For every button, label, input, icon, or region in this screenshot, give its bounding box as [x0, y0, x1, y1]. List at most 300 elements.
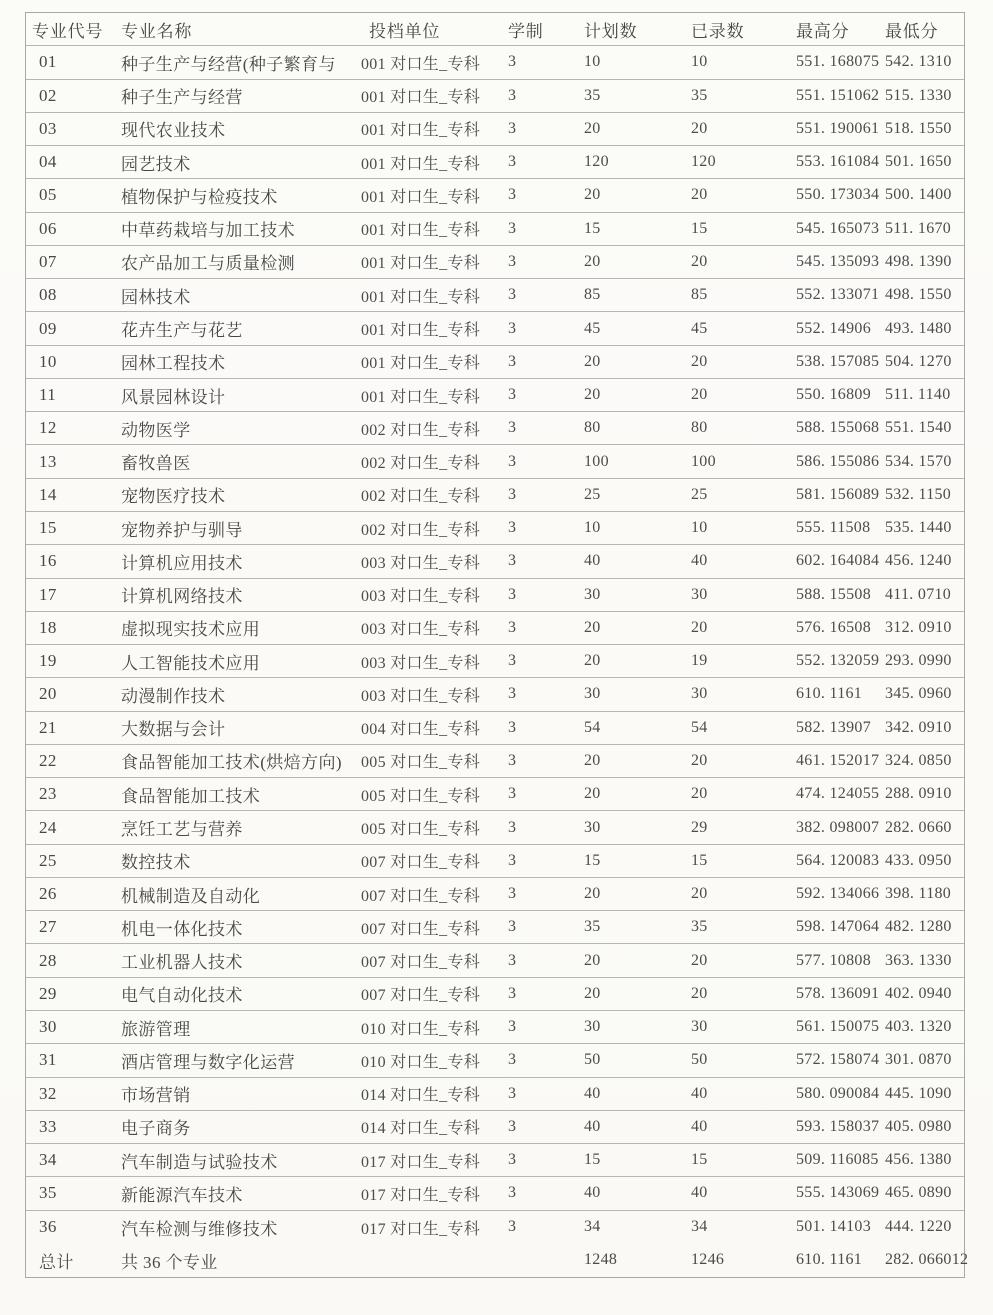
- cell-plan: 20: [584, 352, 601, 370]
- cell-admitted: 10: [691, 519, 708, 537]
- cell-code: 34: [39, 1150, 57, 1170]
- table-row: [26, 379, 964, 412]
- cell-min: 482. 1280: [885, 918, 952, 936]
- cell-min: 534. 1570: [885, 452, 952, 470]
- cell-unit: 001 对口生_专科: [361, 55, 481, 73]
- cell-admitted: 20: [691, 352, 708, 370]
- cell-unit: 014 对口生_专科: [361, 1120, 481, 1138]
- cell-unit: 003 对口生_专科: [361, 687, 481, 705]
- cell-min: 445. 1090: [885, 1084, 952, 1102]
- cell-code: 16: [39, 551, 57, 571]
- table-row: [26, 346, 964, 379]
- cell-plan: 15: [584, 1151, 601, 1169]
- cell-duration: 3: [508, 1117, 517, 1135]
- cell-name: 园林工程技术: [121, 354, 226, 374]
- cell-duration: 3: [508, 652, 517, 670]
- column-header-plan: 计划数: [584, 21, 638, 41]
- cell-unit: 010 对口生_专科: [361, 1053, 481, 1071]
- cell-code: 33: [39, 1116, 57, 1136]
- cell-code: 07: [39, 251, 57, 271]
- cell-unit: 001 对口生_专科: [361, 155, 481, 173]
- cell-admitted: 25: [691, 485, 708, 503]
- cell-duration: 3: [508, 252, 517, 270]
- cell-code: 23: [39, 784, 57, 804]
- cell-min: 498. 1390: [885, 252, 952, 270]
- cell-code: 32: [39, 1083, 57, 1103]
- cell-max: 577. 10808: [796, 951, 871, 969]
- total-cell-max: 610. 1161: [796, 1251, 863, 1269]
- cell-admitted: 50: [691, 1051, 708, 1069]
- table-row: [26, 678, 964, 711]
- cell-duration: 3: [508, 818, 517, 836]
- cell-name: 机械制造及自动化: [121, 886, 261, 906]
- cell-unit: 001 对口生_专科: [361, 322, 481, 340]
- cell-admitted: 45: [691, 319, 708, 337]
- cell-plan: 10: [584, 519, 601, 537]
- cell-unit: 001 对口生_专科: [361, 355, 481, 373]
- cell-plan: 25: [584, 485, 601, 503]
- column-header-max: 最高分: [796, 21, 850, 41]
- cell-min: 363. 1330: [885, 951, 952, 969]
- cell-duration: 3: [508, 485, 517, 503]
- cell-code: 22: [39, 750, 57, 770]
- cell-min: 511. 1140: [885, 386, 951, 404]
- cell-admitted: 35: [691, 918, 708, 936]
- table-row: [26, 944, 964, 977]
- cell-min: 515. 1330: [885, 86, 952, 104]
- cell-plan: 40: [584, 552, 601, 570]
- cell-duration: 3: [508, 352, 517, 370]
- cell-admitted: 30: [691, 685, 708, 703]
- table-row: [26, 1177, 964, 1210]
- cell-code: 06: [39, 218, 57, 238]
- cell-unit: 001 对口生_专科: [361, 388, 481, 406]
- cell-code: 20: [39, 684, 57, 704]
- table-row: [26, 579, 964, 612]
- cell-code: 02: [39, 85, 57, 105]
- cell-duration: 3: [508, 751, 517, 769]
- cell-code: 13: [39, 451, 57, 471]
- cell-max: 564. 120083: [796, 851, 880, 869]
- cell-unit: 017 对口生_专科: [361, 1220, 481, 1238]
- cell-admitted: 19: [691, 652, 708, 670]
- cell-duration: 3: [508, 685, 517, 703]
- cell-max: 474. 124055: [796, 785, 880, 803]
- cell-plan: 20: [584, 386, 601, 404]
- cell-name: 宠物养护与驯导: [121, 520, 243, 540]
- cell-plan: 10: [584, 53, 601, 71]
- cell-name: 风景园林设计: [121, 387, 226, 407]
- cell-code: 19: [39, 651, 57, 671]
- table-row: [26, 146, 964, 179]
- cell-name: 旅游管理: [121, 1019, 191, 1039]
- cell-plan: 40: [584, 1117, 601, 1135]
- cell-name: 虚拟现实技术应用: [121, 620, 261, 640]
- cell-duration: 3: [508, 286, 517, 304]
- cell-max: 593. 158037: [796, 1117, 880, 1135]
- cell-code: 36: [39, 1217, 57, 1237]
- table-row: [26, 179, 964, 212]
- cell-duration: 3: [508, 984, 517, 1002]
- table-row: [26, 445, 964, 478]
- cell-plan: 54: [584, 718, 601, 736]
- cell-unit: 003 对口生_专科: [361, 621, 481, 639]
- cell-unit: 001 对口生_专科: [361, 89, 481, 107]
- cell-max: 509. 116085: [796, 1151, 879, 1169]
- cell-min: 456. 1240: [885, 552, 952, 570]
- cell-unit: 004 对口生_专科: [361, 721, 481, 739]
- cell-plan: 30: [584, 818, 601, 836]
- cell-admitted: 20: [691, 186, 708, 204]
- cell-duration: 3: [508, 1218, 517, 1236]
- cell-plan: 20: [584, 984, 601, 1002]
- cell-plan: 35: [584, 86, 601, 104]
- cell-plan: 50: [584, 1051, 601, 1069]
- cell-unit: 010 对口生_专科: [361, 1020, 481, 1038]
- cell-unit: 001 对口生_专科: [361, 288, 481, 306]
- cell-plan: 20: [584, 785, 601, 803]
- table-row: [26, 479, 964, 512]
- cell-unit: 001 对口生_专科: [361, 122, 481, 140]
- cell-admitted: 85: [691, 286, 708, 304]
- cell-duration: 3: [508, 219, 517, 237]
- cell-plan: 20: [584, 186, 601, 204]
- cell-plan: 85: [584, 286, 601, 304]
- cell-code: 27: [39, 917, 57, 937]
- cell-max: 550. 16809: [796, 386, 871, 404]
- cell-code: 05: [39, 185, 57, 205]
- table-row: [26, 312, 964, 345]
- cell-duration: 3: [508, 119, 517, 137]
- cell-code: 26: [39, 884, 57, 904]
- cell-admitted: 120: [691, 153, 716, 171]
- cell-duration: 3: [508, 618, 517, 636]
- column-header-code: 专业代号: [32, 21, 104, 41]
- table-row: [26, 745, 964, 778]
- cell-admitted: 100: [691, 452, 716, 470]
- table-row: [26, 712, 964, 745]
- cell-min: 498. 1550: [885, 286, 952, 304]
- cell-min: 403. 1320: [885, 1018, 952, 1036]
- cell-max: 586. 155086: [796, 452, 880, 470]
- cell-name: 种子生产与经营: [121, 88, 243, 108]
- cell-max: 561. 150075: [796, 1018, 880, 1036]
- cell-max: 582. 13907: [796, 718, 871, 736]
- table-row: [26, 911, 964, 944]
- cell-min: 501. 1650: [885, 153, 952, 171]
- table-row: [26, 46, 964, 79]
- table-row: [26, 978, 964, 1011]
- cell-unit: 017 对口生_专科: [361, 1186, 481, 1204]
- cell-plan: 30: [584, 1018, 601, 1036]
- cell-max: 382. 098007: [796, 818, 880, 836]
- cell-unit: 007 对口生_专科: [361, 887, 481, 905]
- cell-max: 551. 151062: [796, 86, 880, 104]
- cell-min: 456. 1380: [885, 1151, 952, 1169]
- cell-min: 551. 1540: [885, 419, 952, 437]
- cell-admitted: 15: [691, 851, 708, 869]
- table-body: [26, 46, 964, 1244]
- cell-code: 31: [39, 1050, 57, 1070]
- cell-name: 电子商务: [121, 1119, 191, 1139]
- cell-admitted: 20: [691, 119, 708, 137]
- cell-code: 28: [39, 950, 57, 970]
- cell-duration: 3: [508, 319, 517, 337]
- cell-code: 14: [39, 484, 57, 504]
- cell-plan: 20: [584, 252, 601, 270]
- cell-plan: 20: [584, 119, 601, 137]
- cell-max: 610. 1161: [796, 685, 863, 703]
- cell-code: 09: [39, 318, 57, 338]
- cell-admitted: 40: [691, 1117, 708, 1135]
- cell-name: 新能源汽车技术: [121, 1185, 243, 1205]
- cell-min: 504. 1270: [885, 352, 952, 370]
- cell-min: 324. 0850: [885, 751, 952, 769]
- cell-duration: 3: [508, 1151, 517, 1169]
- cell-duration: 3: [508, 885, 517, 903]
- cell-name: 汽车检测与维修技术: [121, 1219, 278, 1239]
- cell-max: 545. 135093: [796, 252, 880, 270]
- table-row: [26, 512, 964, 545]
- cell-unit: 002 对口生_专科: [361, 488, 481, 506]
- column-header-unit: 投档单位: [369, 21, 441, 41]
- cell-max: 551. 190061: [796, 119, 880, 137]
- cell-unit: 007 对口生_专科: [361, 920, 481, 938]
- cell-unit: 002 对口生_专科: [361, 455, 481, 473]
- cell-admitted: 80: [691, 419, 708, 437]
- cell-name: 园艺技术: [121, 154, 191, 174]
- cell-unit: 005 对口生_专科: [361, 821, 481, 838]
- cell-name: 工业机器人技术: [121, 953, 243, 973]
- cell-max: 461. 152017: [796, 751, 880, 769]
- cell-code: 15: [39, 518, 57, 538]
- cell-name: 动漫制作技术: [121, 686, 226, 706]
- cell-max: 576. 16508: [796, 618, 871, 636]
- cell-min: 444. 1220: [885, 1218, 952, 1236]
- table-header-row: [26, 13, 964, 46]
- cell-code: 12: [39, 418, 57, 438]
- table-row: [26, 545, 964, 578]
- table-row: [26, 878, 964, 911]
- table-row: [26, 811, 964, 844]
- cell-plan: 20: [584, 652, 601, 670]
- cell-admitted: 20: [691, 984, 708, 1002]
- cell-unit: 005 对口生_专科: [361, 787, 481, 805]
- cell-name: 机电一体化技术: [121, 919, 243, 939]
- cell-unit: 014 对口生_专科: [361, 1087, 481, 1105]
- cell-admitted: 15: [691, 1151, 708, 1169]
- cell-unit: 001 对口生_专科: [361, 255, 481, 273]
- cell-plan: 34: [584, 1218, 601, 1236]
- cell-code: 29: [39, 983, 57, 1003]
- cell-plan: 100: [584, 452, 609, 470]
- cell-max: 588. 15508: [796, 585, 871, 603]
- cell-unit: 003 对口生_专科: [361, 554, 481, 572]
- cell-code: 35: [39, 1183, 57, 1203]
- cell-code: 01: [39, 52, 57, 72]
- cell-max: 550. 173034: [796, 186, 880, 204]
- cell-name: 烹饪工艺与营养: [121, 820, 243, 839]
- cell-code: 03: [39, 118, 57, 138]
- cell-code: 21: [39, 717, 57, 737]
- cell-duration: 3: [508, 53, 517, 71]
- cell-plan: 15: [584, 219, 601, 237]
- cell-admitted: 40: [691, 1184, 708, 1202]
- cell-unit: 001 对口生_专科: [361, 222, 481, 240]
- cell-max: 572. 158074: [796, 1051, 880, 1069]
- cell-unit: 003 对口生_专科: [361, 654, 481, 672]
- total-cell-min: 282. 066012: [885, 1251, 969, 1269]
- total-cell-admitted: 1246: [691, 1251, 725, 1269]
- cell-max: 538. 157085: [796, 352, 880, 370]
- cell-name: 汽车制造与试验技术: [121, 1152, 278, 1172]
- cell-duration: 3: [508, 1084, 517, 1102]
- cell-min: 293. 0990: [885, 652, 952, 670]
- cell-name: 中草药栽培与加工技术: [121, 221, 295, 241]
- table-row: [26, 1144, 964, 1177]
- cell-plan: 80: [584, 419, 601, 437]
- cell-min: 465. 0890: [885, 1184, 952, 1202]
- cell-unit: 007 对口生_专科: [361, 954, 481, 972]
- cell-code: 10: [39, 351, 57, 371]
- cell-name: 计算机应用技术: [121, 553, 243, 573]
- cell-min: 398. 1180: [885, 885, 952, 903]
- cell-min: 402. 0940: [885, 984, 952, 1002]
- cell-duration: 3: [508, 186, 517, 204]
- cell-max: 545. 165073: [796, 219, 880, 237]
- cell-duration: 3: [508, 851, 517, 869]
- cell-min: 411. 0710: [885, 585, 952, 603]
- cell-admitted: 20: [691, 751, 708, 769]
- cell-code: 18: [39, 617, 57, 637]
- cell-admitted: 34: [691, 1218, 708, 1236]
- cell-duration: 3: [508, 1018, 517, 1036]
- table-row: [26, 412, 964, 445]
- cell-plan: 20: [584, 951, 601, 969]
- cell-min: 405. 0980: [885, 1117, 952, 1135]
- table-row: [26, 213, 964, 246]
- cell-max: 578. 136091: [796, 984, 880, 1002]
- table-row: [26, 279, 964, 312]
- cell-name: 花卉生产与花艺: [121, 321, 243, 341]
- cell-code: 17: [39, 584, 57, 604]
- cell-admitted: 30: [691, 1018, 708, 1036]
- cell-code: 24: [39, 817, 57, 837]
- cell-code: 11: [39, 385, 57, 405]
- cell-name: 种子生产与经营(种子繁育与: [121, 54, 336, 74]
- cell-duration: 3: [508, 1184, 517, 1202]
- cell-duration: 3: [508, 1051, 517, 1069]
- cell-max: 581. 156089: [796, 485, 880, 503]
- cell-unit: 001 对口生_专科: [361, 188, 481, 206]
- cell-code: 25: [39, 850, 57, 870]
- cell-name: 宠物医疗技术: [121, 487, 226, 507]
- cell-name: 畜牧兽医: [121, 454, 191, 474]
- table-row: [26, 113, 964, 146]
- cell-min: 500. 1400: [885, 186, 952, 204]
- cell-admitted: 15: [691, 219, 708, 237]
- cell-duration: 3: [508, 585, 517, 603]
- cell-min: 312. 0910: [885, 618, 952, 636]
- cell-min: 542. 1310: [885, 53, 952, 71]
- cell-name: 园林技术: [121, 287, 191, 307]
- cell-admitted: 40: [691, 552, 708, 570]
- cell-name: 动物医学: [121, 420, 191, 440]
- cell-name: 食品智能加工技术(烘焙方向): [121, 753, 342, 773]
- cell-admitted: 20: [691, 386, 708, 404]
- cell-min: 342. 0910: [885, 718, 952, 736]
- cell-unit: 005 对口生_专科: [361, 754, 481, 772]
- cell-plan: 30: [584, 685, 601, 703]
- cell-plan: 45: [584, 319, 601, 337]
- cell-duration: 3: [508, 386, 517, 404]
- table-row: [26, 1078, 964, 1111]
- cell-admitted: 10: [691, 53, 708, 71]
- cell-plan: 30: [584, 585, 601, 603]
- cell-name: 电气自动化技术: [121, 986, 243, 1006]
- table-row: [26, 645, 964, 678]
- cell-unit: 007 对口生_专科: [361, 987, 481, 1005]
- table-row: [26, 246, 964, 279]
- cell-unit: 007 对口生_专科: [361, 854, 481, 872]
- cell-unit: 002 对口生_专科: [361, 521, 481, 539]
- cell-unit: 017 对口生_专科: [361, 1153, 481, 1171]
- cell-admitted: 30: [691, 585, 708, 603]
- cell-name: 大数据与会计: [121, 720, 226, 740]
- cell-max: 555. 143069: [796, 1184, 880, 1202]
- cell-duration: 3: [508, 519, 517, 537]
- cell-admitted: 54: [691, 718, 708, 736]
- table-row: [26, 1111, 964, 1144]
- cell-admitted: 20: [691, 252, 708, 270]
- cell-code: 08: [39, 285, 57, 305]
- cell-max: 551. 168075: [796, 53, 880, 71]
- cell-name: 酒店管理与数字化运营: [121, 1052, 295, 1072]
- cell-duration: 3: [508, 153, 517, 171]
- column-header-min: 最低分: [885, 21, 939, 41]
- cell-max: 592. 134066: [796, 885, 880, 903]
- cell-max: 553. 161084: [796, 153, 880, 171]
- cell-duration: 3: [508, 785, 517, 803]
- column-header-admitted: 已录数: [691, 21, 745, 41]
- cell-name: 市场营销: [121, 1086, 191, 1106]
- cell-name: 农产品加工与质量检测: [121, 254, 295, 274]
- cell-code: 30: [39, 1017, 57, 1037]
- admission-score-table: [25, 12, 969, 1278]
- cell-unit: 003 对口生_专科: [361, 588, 481, 606]
- cell-name: 数控技术: [121, 853, 191, 873]
- column-header-duration: 学制: [508, 21, 544, 41]
- cell-max: 598. 147064: [796, 918, 880, 936]
- cell-min: 345. 0960: [885, 685, 952, 703]
- cell-plan: 35: [584, 918, 601, 936]
- cell-min: 535. 1440: [885, 519, 952, 537]
- cell-plan: 120: [584, 153, 609, 171]
- cell-admitted: 20: [691, 618, 708, 636]
- table-row: [26, 845, 964, 878]
- cell-min: 493. 1480: [885, 319, 952, 337]
- cell-name: 人工智能技术应用: [121, 653, 261, 673]
- cell-unit: 002 对口生_专科: [361, 421, 481, 439]
- cell-name: 计算机网络技术: [121, 587, 243, 607]
- cell-name: 现代农业技术: [121, 121, 226, 141]
- total-cell-plan: 1248: [584, 1251, 618, 1269]
- cell-admitted: 40: [691, 1084, 708, 1102]
- cell-max: 552. 132059: [796, 652, 880, 670]
- column-header-name: 专业名称: [121, 21, 193, 41]
- cell-duration: 3: [508, 552, 517, 570]
- cell-name: 植物保护与检疫技术: [121, 187, 278, 207]
